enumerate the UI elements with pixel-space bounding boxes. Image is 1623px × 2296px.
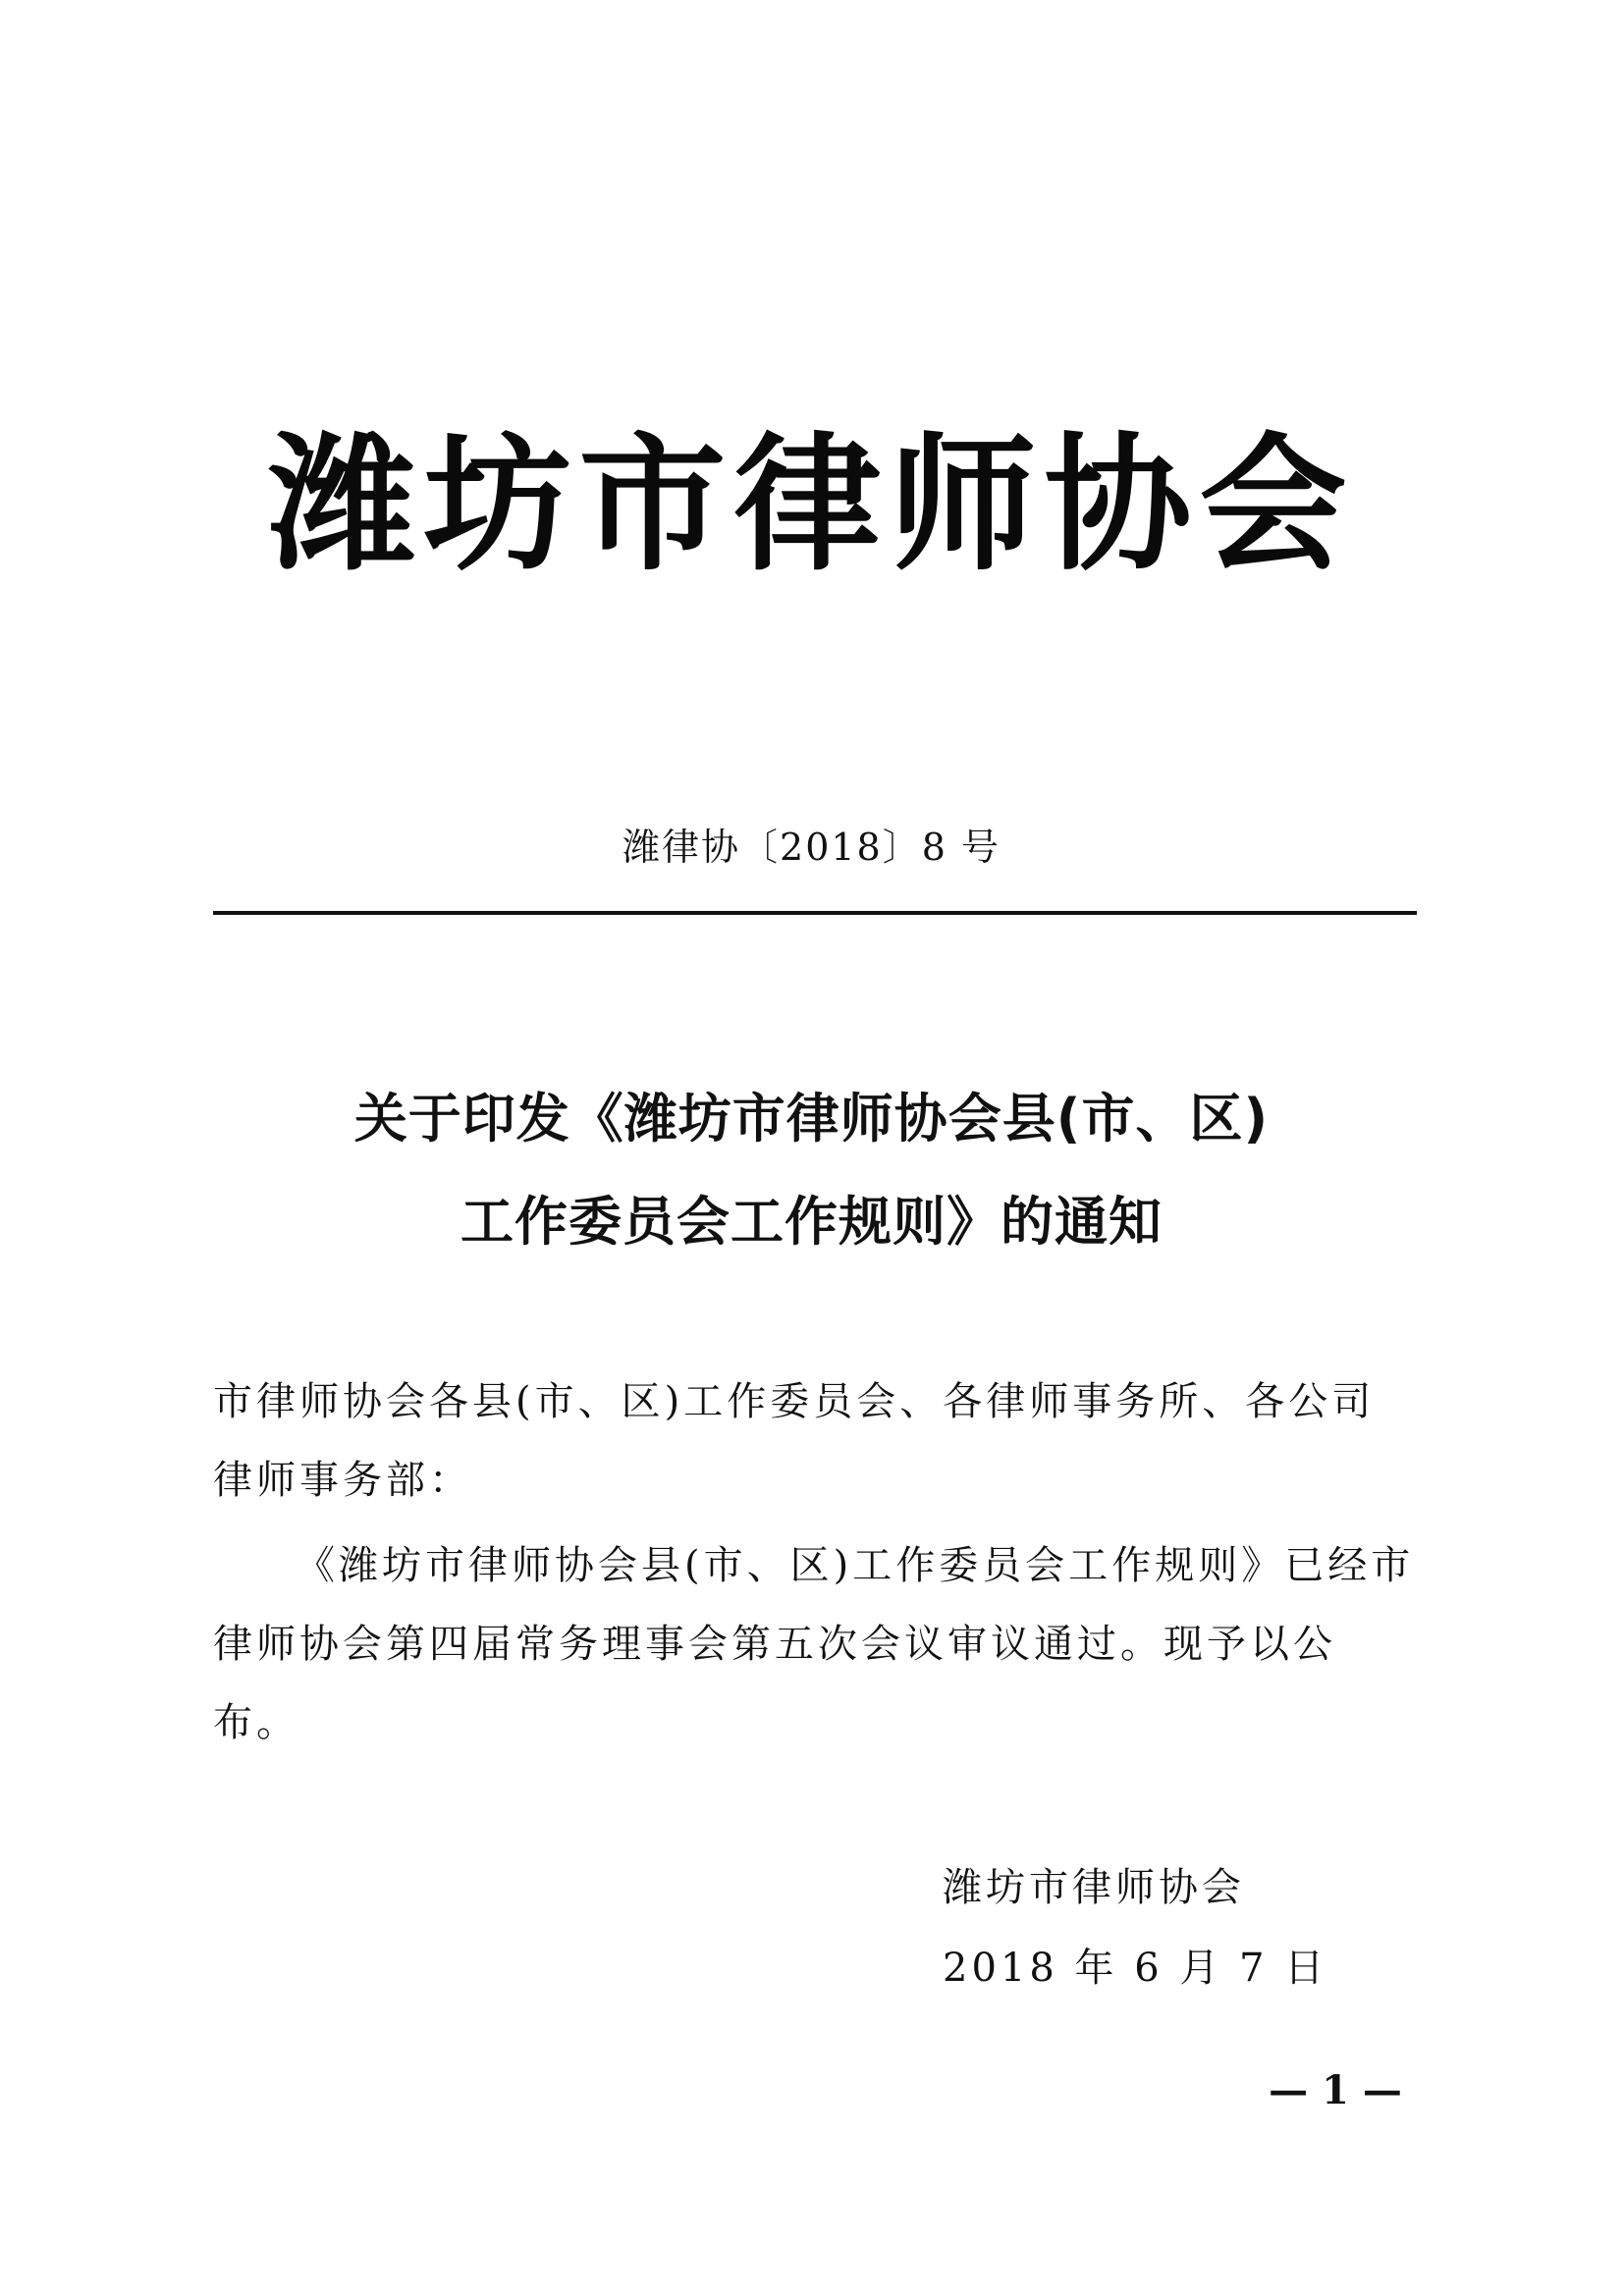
signature-organization: 潍坊市律师协会 xyxy=(943,1865,1245,1910)
addressee: 市律师协会各县(市、区)工作委员会、各律师事务所、各公司律师事务部： xyxy=(213,1379,1376,1503)
document-number: 潍律协〔2018〕8 号 xyxy=(622,826,1001,869)
notice-title-line-2: 工作委员会工作规则》的通知 xyxy=(460,1191,1163,1253)
body-paragraph: 《潍坊市律师协会县(市、区)工作委员会工作规则》已经市律师协会第四届常务理事会第五次会议审议通过。现予以公布。 xyxy=(213,1543,1415,1745)
masthead-title: 潍坊市律师协会 xyxy=(268,420,1355,591)
header-divider xyxy=(213,911,1417,915)
notice-title-line-1: 关于印发《潍坊市律师协会县(市、区) xyxy=(353,1088,1270,1149)
page-number: — 1 — xyxy=(1269,2067,1402,2113)
signature-date: 2018 年 6 月 7 日 xyxy=(943,1946,1328,1991)
